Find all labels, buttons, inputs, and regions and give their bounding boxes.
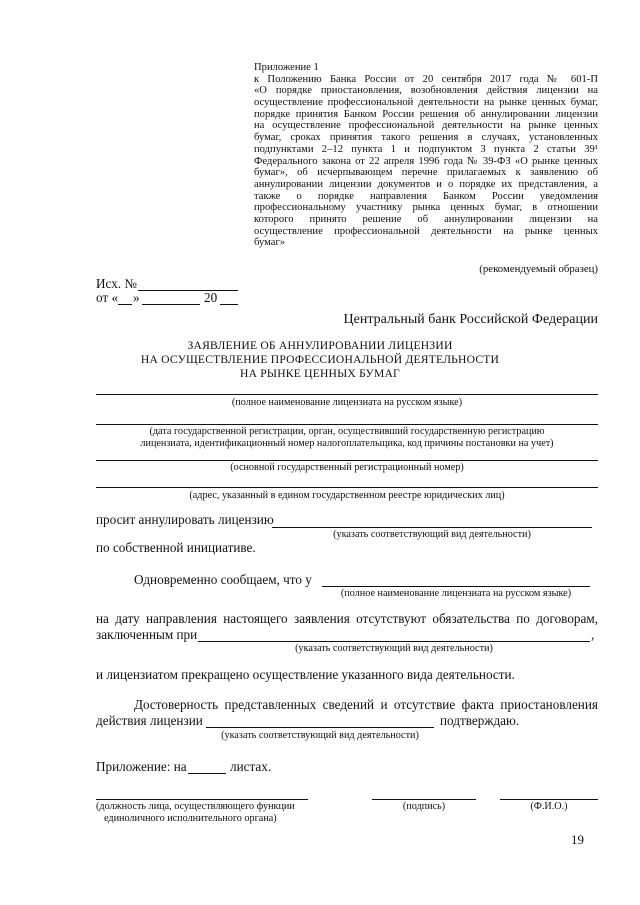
position-caption-line-1: (должность лица, осуществляющего функции bbox=[96, 801, 295, 812]
signature-field[interactable] bbox=[372, 799, 476, 800]
appendix-line: которого принято решение об аннулировании лицензии на bbox=[254, 213, 598, 225]
fio-field[interactable] bbox=[500, 799, 598, 800]
requests-revoke-text: просит аннулировать лицензию bbox=[96, 512, 274, 527]
comma: , bbox=[591, 627, 595, 642]
outgoing-number-label: Исх. № bbox=[96, 276, 137, 291]
appendix-line: также о порядке направления Банком России уведомления bbox=[254, 190, 598, 202]
ogrn-caption: (основной государственный регистрационный номер) bbox=[230, 462, 464, 473]
position-field[interactable] bbox=[96, 799, 308, 800]
appendix-line: бумаг, сроках принятия такого решения в случаях, установленных bbox=[254, 132, 598, 144]
outgoing-year-field[interactable] bbox=[220, 304, 238, 305]
attachment-label: Приложение: на bbox=[96, 759, 187, 774]
appendix-line: к Положению Банка России от 20 сентября 2017 года № 601-П bbox=[254, 73, 598, 85]
appendix-line: Федерального закона от 22 апреля 1996 года № 39-ФЗ «О рынке ценных bbox=[254, 155, 598, 167]
document-title-line-1: ЗАЯВЛЕНИЕ ОБ АННУЛИРОВАНИИ ЛИЦЕНЗИИ bbox=[187, 339, 453, 352]
attachment-sheets-text: листах. bbox=[230, 759, 272, 774]
appendix-line: порядке принятия Банком России решения об аннулировании лицензии bbox=[254, 108, 598, 120]
activity-type-field-3[interactable] bbox=[206, 727, 434, 728]
signature-caption: (подпись) bbox=[402, 801, 446, 812]
registration-details-field[interactable] bbox=[96, 424, 598, 425]
activity-type-field[interactable] bbox=[272, 527, 592, 528]
appendix-line: «О порядке приостановления, возобновления действия лицензии на bbox=[254, 85, 598, 97]
appendix-title: Приложение 1 bbox=[254, 62, 319, 73]
position-caption-line-2: единоличного исполнительного органа) bbox=[104, 813, 277, 824]
simultaneously-text: Одновременно сообщаем, что у bbox=[134, 572, 312, 587]
address-caption: (адрес, указанный в едином государственном реестре юридических лиц) bbox=[189, 490, 505, 501]
reliability-text-line-2: действия лицензии bbox=[96, 713, 203, 728]
addressee: Центральный банк Российской Федерации bbox=[343, 312, 598, 327]
recommended-sample-note: (рекомендуемый образец) bbox=[479, 263, 598, 275]
appendix-line: аннулировании лицензии документов и о порядке их представления, а bbox=[254, 178, 598, 190]
appendix-line: осуществление профессиональной деятельности на рынке ценных bbox=[254, 225, 598, 237]
full-name-caption: (полное наименование лицензиата на русском языке) bbox=[231, 397, 463, 408]
outgoing-month-field[interactable] bbox=[142, 304, 200, 305]
as-of-date-text: на дату направления настоящего заявления отсутствуют обязательства по договорам, bbox=[96, 611, 598, 626]
document-title-line-3: НА РЫНКЕ ЦЕННЫХ БУМАГ bbox=[240, 367, 400, 380]
appendix-line: осуществление профессиональной деятельности на рынке ценных бумаг, bbox=[254, 97, 598, 109]
activity-type-caption-3: (указать соответствующий вид деятельности) bbox=[221, 730, 419, 741]
activity-type-field-2[interactable] bbox=[198, 641, 590, 642]
ceased-text: и лицензиатом прекращено осуществление указанного вида деятельности. bbox=[96, 667, 515, 682]
address-field[interactable] bbox=[96, 487, 598, 488]
registration-caption-line-1: (дата государственной регистрации, орган, осуществивший государственную регистрацию bbox=[149, 426, 545, 437]
outgoing-number-field[interactable] bbox=[138, 290, 238, 291]
outgoing-date-mid: » bbox=[133, 290, 140, 305]
outgoing-date-year: 20 bbox=[204, 290, 218, 305]
reliability-text-line-1: Достоверность представленных сведений и отсутствие факта приостановления bbox=[134, 697, 598, 712]
page-number: 19 bbox=[571, 832, 584, 847]
appendix-line: профессиональному участнику рынка ценных бумаг, в отношении bbox=[254, 202, 598, 214]
own-initiative-text: по собственной инициативе. bbox=[96, 540, 256, 555]
appendix-line: бумаг», об исчерпывающем перечне прилагаемых к заявлению об bbox=[254, 167, 598, 179]
concluded-with-text: заключенным при bbox=[96, 627, 198, 642]
outgoing-date-prefix: от « bbox=[96, 290, 119, 305]
sheet-count-field[interactable] bbox=[188, 773, 226, 774]
appendix-line: подпунктами 2–12 пункта 1 и подпунктом 3 пункта 2 статьи 39¹ bbox=[254, 143, 598, 155]
appendix-line: на осуществление профессиональной деятельности на рынке ценных bbox=[254, 120, 598, 132]
licensee-full-name-field[interactable] bbox=[96, 394, 598, 395]
ogrn-field[interactable] bbox=[96, 460, 598, 461]
appendix-line: бумаг» bbox=[254, 237, 286, 249]
outgoing-day-field[interactable] bbox=[118, 304, 132, 305]
full-name-caption-2: (полное наименование лицензиата на русском языке) bbox=[340, 588, 572, 599]
activity-type-caption: (указать соответствующий вид деятельности) bbox=[333, 529, 531, 540]
document-title-line-2: НА ОСУЩЕСТВЛЕНИЕ ПРОФЕССИОНАЛЬНОЙ ДЕЯТЕЛЬНОСТИ bbox=[140, 353, 500, 366]
fio-caption: (Ф.И.О.) bbox=[530, 801, 568, 812]
appendix-reference bbox=[254, 74, 598, 249]
licensee-name-field-2[interactable] bbox=[322, 586, 590, 587]
confirm-text: подтверждаю. bbox=[440, 713, 520, 728]
registration-caption-line-2: лицензиата, идентификационный номер налогоплательщика, код причины постановки на учет) bbox=[140, 438, 554, 449]
activity-type-caption-2: (указать соответствующий вид деятельности) bbox=[295, 643, 493, 654]
